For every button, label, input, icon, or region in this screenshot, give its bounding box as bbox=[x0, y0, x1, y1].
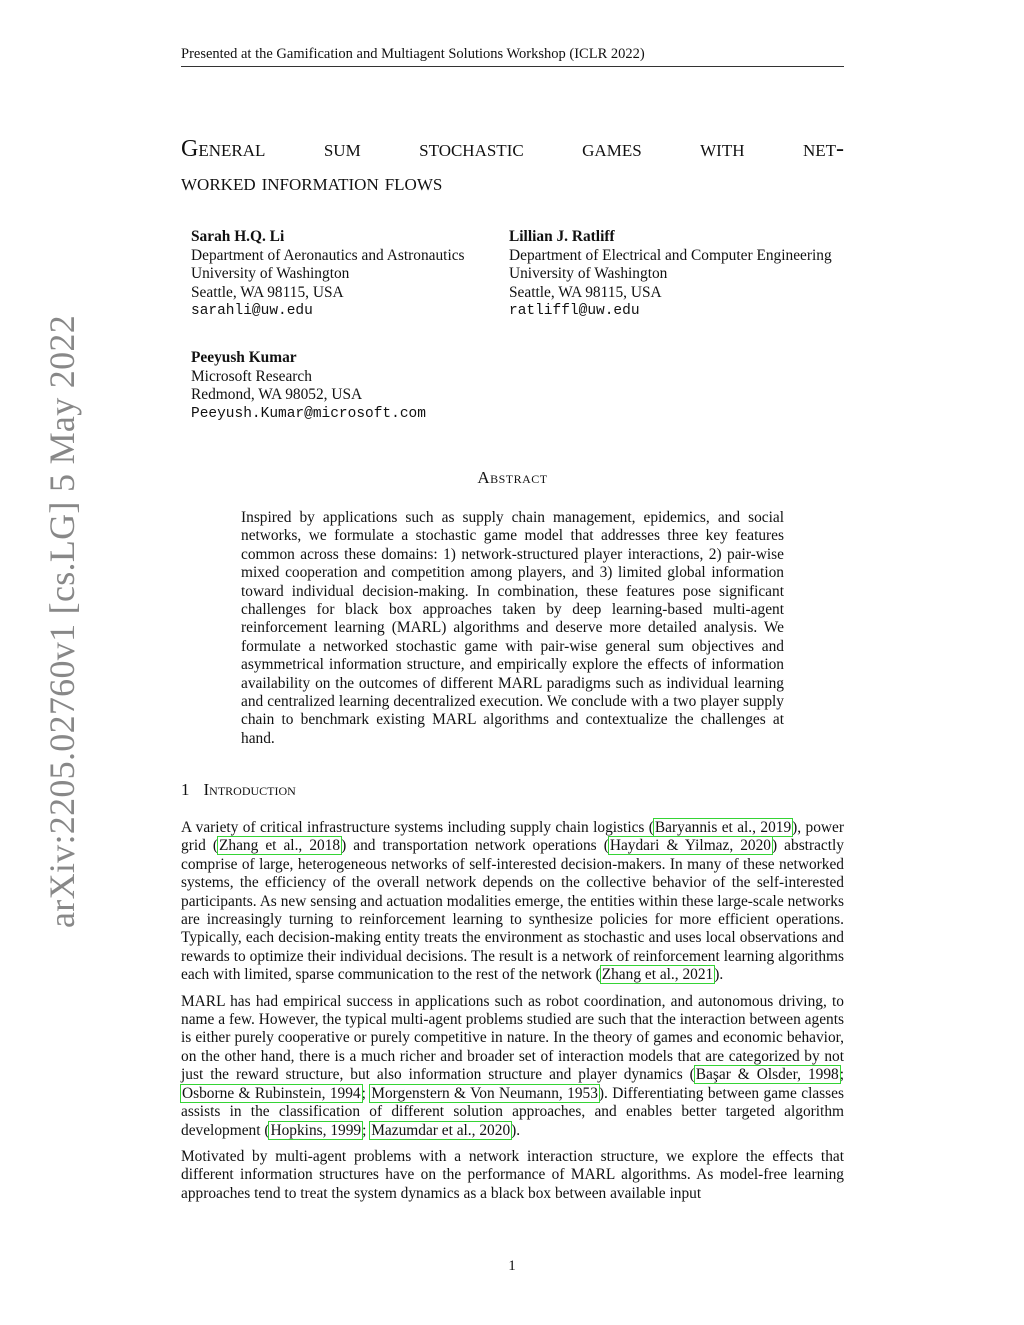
author-university: University of Washington bbox=[509, 265, 668, 282]
text-run: ; bbox=[839, 1066, 845, 1084]
text-run: A variety of critical infrastructure systems including supply chain logistics ( bbox=[181, 819, 654, 836]
text-run: ) abstractly comprise of large, heterogeneous networks of self-interested decision-makers. In many of these networked systems, the efficiency of the overall network depends on the collective behavior of the self-interested participants. As new sensing and actuation modalities emerge, the entities within these large-scale networks are increasingly turning to reinforcement learning to synthesize policies for more efficient operations. Typically, each decision-making entity treats the environment as stochastic and uses local observations and rewards to optimize their individual decisions. The result is a network of reinforcement learning algorithms each with limited, sparse communication to the rest of the network ( bbox=[181, 837, 844, 984]
title-word: General bbox=[181, 136, 266, 162]
text-run: MARL has had empirical success in applications such as robot coordination, and autonomous driving, to name a few. However, the typical multi-agent problems studied are such that the interaction between agents is either purely cooperative or purely competitive in nature. In the theory of games and economic behavior, on the other hand, there is a much richer and broader set of interaction models that are categorized by not just the reward structure, but also information structure and player dynamics ( bbox=[181, 992, 844, 1084]
text-run: ; bbox=[361, 1084, 371, 1102]
citation-link[interactable]: Zhang et al., 2018 bbox=[218, 837, 341, 855]
title-word: with bbox=[700, 136, 745, 162]
title-word: games bbox=[582, 136, 642, 162]
paragraph: Motivated by multi-agent problems with a network interaction structure, we explore the effects that different information structures have on the performance of MARL algorithms. As model-free learning approaches tend to treat the system dynamics as a black box between available input bbox=[181, 1147, 844, 1202]
author-name: Sarah H.Q. Li bbox=[191, 228, 285, 245]
text-run: ). bbox=[511, 1121, 521, 1139]
author-affiliation: Department of Aeronautics and Astronautics bbox=[191, 246, 465, 264]
author-email[interactable]: Peeyush.Kumar@microsoft.com bbox=[191, 405, 426, 422]
running-header: Presented at the Gamification and Multiagent Solutions Workshop (ICLR 2022) bbox=[181, 46, 645, 62]
citation-link[interactable]: Başar & Olsder, 1998 bbox=[695, 1066, 839, 1084]
author-block-li bbox=[191, 228, 465, 321]
citation-link[interactable]: Morgenstern & Von Neumann, 1953 bbox=[371, 1084, 598, 1102]
header-rule bbox=[181, 66, 844, 67]
author-email[interactable]: ratliffl@uw.edu bbox=[509, 303, 640, 319]
citation-link[interactable]: Hopkins, 1999 bbox=[270, 1121, 362, 1139]
citation-link[interactable]: Baryannis et al., 2019 bbox=[654, 819, 792, 836]
section-heading bbox=[181, 780, 296, 800]
author-block-kumar bbox=[191, 349, 426, 423]
section-number: 1 bbox=[181, 780, 190, 799]
paper-title bbox=[181, 132, 844, 200]
author-name: Lillian J. Ratliff bbox=[509, 228, 615, 245]
author-address: Redmond, WA 98052, USA bbox=[191, 386, 363, 403]
text-run: ) and transportation network operations ( bbox=[341, 837, 609, 855]
page-number: 1 bbox=[508, 1258, 516, 1274]
text-run: ). Differentiating between game classes assists in the classification of different solution approaches, and enables better targeted algorithm development ( bbox=[181, 1084, 844, 1139]
section-title: Introduction bbox=[203, 780, 296, 799]
title-word: net- bbox=[802, 136, 844, 162]
author-block-ratliff bbox=[509, 228, 832, 321]
author-affiliation: Microsoft Research bbox=[191, 367, 312, 385]
author-email[interactable]: sarahli@uw.edu bbox=[191, 303, 313, 319]
abstract-heading: Abstract bbox=[477, 468, 548, 487]
abstract-text: Inspired by applications such as supply chain management, epidemics, and social networks, we formulate a stochastic game model that addresses three key features common across these domains: 1) network-structured player interactions, 2) pair-wise mixed cooperation and competition among players, and 3) limited global information toward individual decision-making. In combination, these features pose significant challenges for black box approaches taken by deep learning-based multi-agent reinforcement learning (MARL) algorithms and deserve more detailed analysis. We formulate a networked stochastic game with pair-wise general sum objectives and asymmetrical information structure, and empirically explore the effects of information availability on the outcomes of different MARL paradigms such as individual learning and centralized learning decentralized execution. We conclude with a two player supply chain to benchmark existing MARL algorithms and contextualize the challenges at hand. bbox=[241, 509, 784, 747]
citation-link[interactable]: Osborne & Rubinstein, 1994 bbox=[182, 1084, 361, 1102]
title-line-2: worked information flows bbox=[181, 170, 443, 196]
citation-link[interactable]: Haydari & Yilmaz, 2020 bbox=[609, 837, 771, 855]
author-address: Seattle, WA 98115, USA bbox=[191, 283, 344, 301]
arxiv-identifier[interactable]: arXiv:2205.02760v1 [cs.LG] 5 May 2022 bbox=[42, 314, 82, 928]
title-word: stochastic bbox=[419, 136, 524, 162]
body-text bbox=[181, 819, 844, 1211]
paragraph bbox=[181, 993, 844, 1140]
citation-link[interactable]: Mazumdar et al., 2020 bbox=[371, 1121, 511, 1139]
text-run: ). bbox=[714, 966, 724, 984]
text-run: ), power grid ( bbox=[181, 819, 844, 855]
citation-link[interactable]: Zhang et al., 2021 bbox=[601, 966, 714, 984]
paragraph bbox=[181, 819, 844, 985]
author-affiliation: Department of Electrical and Computer Engineering bbox=[509, 246, 832, 264]
author-university: University of Washington bbox=[191, 265, 350, 282]
title-word: sum bbox=[323, 136, 361, 162]
author-address: Seattle, WA 98115, USA bbox=[509, 283, 662, 301]
author-name: Peeyush Kumar bbox=[191, 349, 297, 366]
text-run: ; bbox=[362, 1121, 371, 1139]
